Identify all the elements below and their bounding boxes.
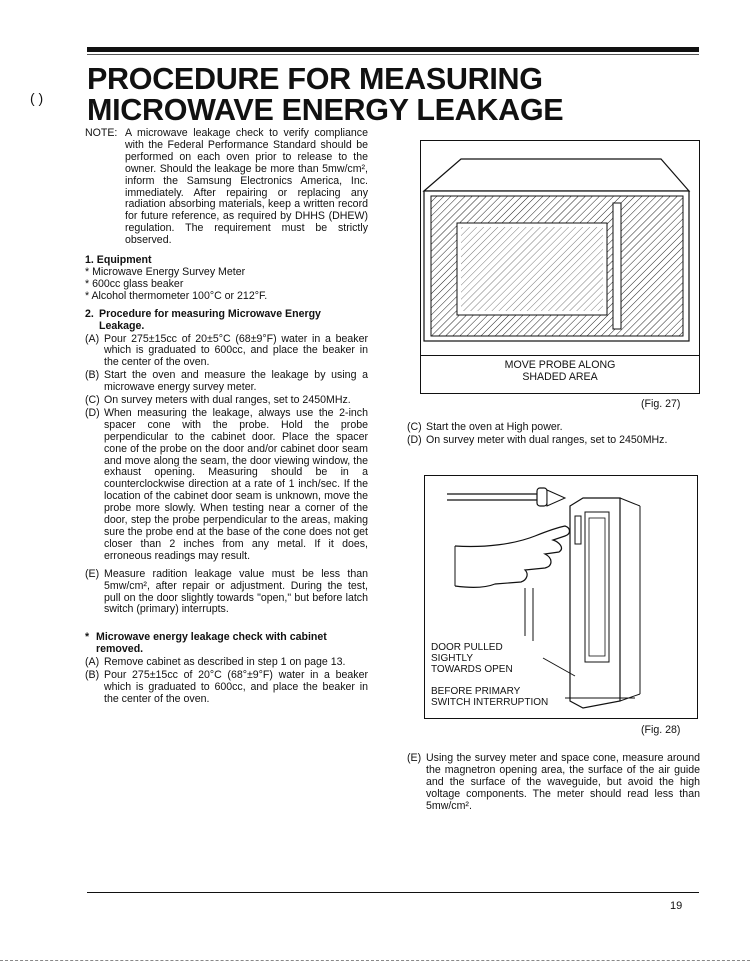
procedure-step [85,370,368,394]
bottom-rule [87,892,699,893]
step-label: (D) [407,433,422,446]
step-label: (C) [85,394,100,407]
page-edge [0,960,750,961]
door-pull-illustration [425,476,696,717]
step-text: Measure radition leakage value must be less than 5mw/cm², after repair or adjustment. During the test, pull on the door slightly towards "open," but before latch switch (primary) interrupts. [104,567,368,616]
step-label: (A) [85,656,100,669]
step-text: Start the oven at High power. [426,421,563,433]
left-column [85,128,368,706]
step-label: (E) [85,567,100,580]
equipment-heading: 1. Equipment [85,254,152,267]
step-text: Pour 275±15cc of 20±5°C (68±9°F) water in a beaker which is graduated to 600cc, and place the beaker in the center of the oven. [104,332,368,369]
top-rule [87,47,699,52]
cabinet-step [85,670,368,706]
figure-27-caption: (Fig. 27) [641,398,681,410]
figure-28-label-line: SWITCH INTERRUPTION [431,697,549,708]
figure-28-caption: (Fig. 28) [641,724,681,736]
note [85,128,368,247]
step-label: (E) [407,752,422,764]
page-number: 19 [670,900,683,912]
figure-28-label-line: DOOR PULLED [431,642,503,653]
figure-27-text [421,355,699,383]
right-step [407,753,700,813]
figure-28 [424,475,698,719]
cabinet-removed-heading-text: Microwave energy leakage check with cabinet removed. [96,631,327,656]
step-label: (D) [85,406,100,419]
top-rule-thin [87,54,699,55]
page-title: PROCEDURE FOR MEASURING MICROWAVE ENERGY LEAKAGE [87,62,564,127]
step-text: Start the oven and measure the leakage by using a microwave energy survey meter. [104,369,368,394]
procedure-step [85,569,368,617]
step-text: When measuring the leakage, always use the 2-inch spacer cone with the probe. Hold the probe perpendicular to the cabinet door. Place the spacer cone of the probe on the door and/or cabinet door seam and move along the seam, the door viewing window, the exhaust opening. Measuring should be in a counterclockwise direction at a rate of 1 inch/sec. If the location of the cabinet door seam is unknown, move the probe more slowly. When testing near a corner of the door, step the probe perpendicular to the areas, making sure the probe end at the base of the cone does not get closer than 2 inches from any metal. If it does, erroneous readings may result. [104,406,368,562]
note-text: A microwave leakage check to verify compliance with the Federal Performance Standard should be performed on each oven prior to release to the owner. Should the leakage be more than 5mw/cm², inform the Samsung Electronics America, Inc. immediately. After repairing or replacing any radiation absorbing materials, keep a written record for future reference, as required by DHHS (DHEW) regulation. The requirement must be strictly observed. [125,127,368,247]
equipment-item: * Microwave Energy Survey Meter [85,265,246,278]
figure-28-label-line: SIGHTLY [431,653,474,664]
right-step [407,435,700,447]
figure-28-label-line: TOWARDS OPEN [431,664,513,675]
cabinet-removed-heading [85,632,368,656]
figure-27-text-line: SHADED AREA [522,371,598,383]
procedure-heading-text: Procedure for measuring Microwave Energy Leakage. [99,307,321,332]
step-text: Using the survey meter and space cone, measure around the magnetron opening area, the surface of the air guide and the surface of the waveguide, but avoid the high voltage components. The meter should read less than 5mw/cm². [426,752,700,812]
step-label: (C) [407,421,422,433]
step-text: Pour 275±15cc of 20°C (68°±9°F) water in a beaker which is graduated to 600cc, and place the beaker in the center of the oven. [104,669,368,705]
step-label: (B) [85,369,100,382]
figure-28-label-door [431,642,513,675]
procedure-heading-num: 2. [85,307,94,320]
equipment-list [85,267,368,303]
procedure-step [85,408,368,563]
cabinet-step [85,657,368,669]
figure-27-text-line: MOVE PROBE ALONG [504,359,616,371]
oven-front-illustration [421,141,698,353]
equipment-item: * 600cc glass beaker [85,277,184,290]
right-steps [407,421,700,447]
step-label: (B) [85,669,100,682]
procedure-step [85,395,368,407]
equipment-item: * Alcohol thermometer 100°C or 212°F. [85,289,268,302]
step-text: On survey meters with dual ranges, set to 2450MHz. [104,394,351,407]
procedure-heading [85,309,368,333]
step-text: On survey meter with dual ranges, set to 2450MHz. [426,433,668,446]
step-label: (A) [85,332,100,345]
figure-27 [420,140,700,394]
right-step [407,422,700,434]
procedure-step [85,334,368,370]
margin-mark: ( ) [30,90,44,106]
note-label: NOTE: [85,127,118,139]
figure-28-label-switch [431,686,548,708]
step-text: Remove cabinet as described in step 1 on page 13. [104,656,346,669]
figure-28-label-line: BEFORE PRIMARY [431,686,521,697]
cabinet-removed-bullet: * [85,631,90,644]
right-step-e [407,752,700,813]
